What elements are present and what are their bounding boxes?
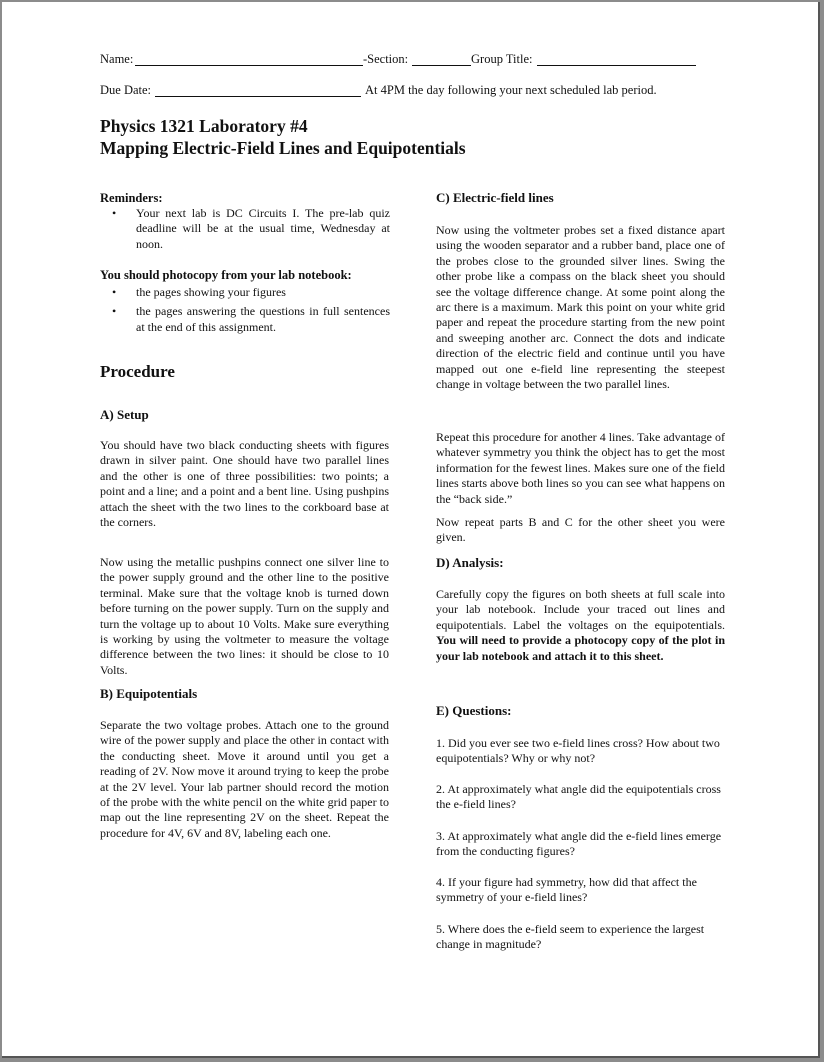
photocopy-list	[100, 285, 390, 335]
photocopy-heading: You should photocopy from your lab notebook:	[100, 268, 352, 282]
question-item: 1. Did you ever see two e-field lines cross? How about two equipotentials? Why or why not?	[436, 736, 720, 766]
efield-paragraph-1: Now using the voltmeter probes set a fixed distance apart using the wooden separator and a rubber band, place one of the probes close to the grounded silver lines. Swing the other probe like a compass on the black sheet you should see the voltage difference change. At some point along the arc there is a maximum. Mark this point on your white grid paper and repeat the procedure starting from the new point and sweeping another arc. Connect the dots and indicate direction of the electric field and continue until you have mapped out one e-field line representing the steepest change in voltage between the two parallel lines.	[436, 223, 725, 392]
question-item: 2. At approximately what angle did the equipotentials cross the e-field lines?	[436, 782, 721, 812]
setup-heading: A) Setup	[100, 407, 149, 422]
group-title-blank	[537, 52, 696, 66]
photocopy-item: • the pages answering the questions in full sentences at the end of this assignment.	[100, 304, 390, 335]
page-title: Physics 1321 Laboratory #4	[100, 116, 308, 136]
name-label: Name:	[100, 52, 134, 66]
page-subtitle: Mapping Electric-Field Lines and Equipotentials	[100, 138, 466, 158]
analysis-text: Carefully copy the figures on both sheets at full scale into your lab notebook. Include your traced out lines and equipotentials. Label the voltages on the equipotentials.	[436, 587, 725, 632]
due-date-blank	[155, 83, 361, 97]
analysis-paragraph	[436, 587, 725, 664]
analysis-bold-text: You will need to provide a photocopy copy of the plot in your lab notebook and attach it to this sheet.	[436, 633, 725, 663]
efield-paragraph-3: Now repeat parts B and C for the other sheet you were given.	[436, 515, 725, 545]
section-label: -Section:	[363, 52, 409, 66]
equipotentials-paragraph: Separate the two voltage probes. Attach one to the ground wire of the power supply and place the other in contact with the conducting sheet. Move it around until you get a reading of 2V. Now move it around trying to keep the probe at the 2V level. Your lab partner should record the motion of the probe with the white pencil on the white grid paper to map out the line representing 2V on the sheet. Repeat the procedure for 4V, 6V and 8V, labeling each one.	[100, 718, 389, 840]
photocopy-item: • the pages showing your figures	[100, 285, 390, 300]
question-item: 3. At approximately what angle did the e-field lines emerge from the conducting figures?	[436, 829, 722, 859]
procedure-heading: Procedure	[100, 362, 175, 381]
analysis-heading: D) Analysis:	[436, 555, 504, 570]
due-note: At 4PM the day following your next scheduled lab period.	[365, 83, 657, 97]
questions-heading: E) Questions:	[436, 703, 512, 718]
section-blank	[412, 52, 471, 66]
due-date-label: Due Date:	[100, 83, 152, 97]
group-title-label: Group Title:	[471, 52, 533, 66]
equipotentials-heading: B) Equipotentials	[100, 686, 198, 701]
reminders-heading: Reminders:	[100, 191, 163, 205]
document-page	[2, 2, 820, 1058]
question-item: 5. Where does the e-field seem to experience the largest change in magnitude?	[436, 922, 705, 952]
efield-heading: C) Electric-field lines	[436, 190, 554, 205]
reminder-item: • Your next lab is DC Circuits I. The pre-lab quiz deadline will be at the usual time, Wednesday at noon.	[100, 206, 390, 252]
setup-paragraph-2: Now using the metallic pushpins connect one silver line to the power supply ground and the other line to the positive terminal. Make sure that the voltage knob is turned down before turning on the power supply. Turn on the supply and turn the voltage up to about 10 Volts. Make sure everything is working by using the voltmeter to measure the voltage difference between the two lines: it should be close to 10 Volts.	[100, 555, 389, 677]
efield-paragraph-2: Repeat this procedure for another 4 lines. Take advantage of whatever symmetry you think the object has to get the most information for the fewest lines. Makes sure one of the field lines starts above both lines so you can see what happens on the “back side.”	[436, 430, 725, 506]
reminders-list	[100, 206, 390, 252]
question-item: 4. If your figure had symmetry, how did that affect the symmetry of your e-field lines?	[436, 875, 697, 905]
setup-paragraph-1: You should have two black conducting sheets with figures drawn in silver paint. One should have two parallel lines and the other is one of three possibilities: two points; a point and a line; and a point and a bent line. Using pushpins attach the sheet with the two lines to the corkboard base at the corners.	[100, 438, 389, 530]
name-blank	[135, 52, 363, 66]
